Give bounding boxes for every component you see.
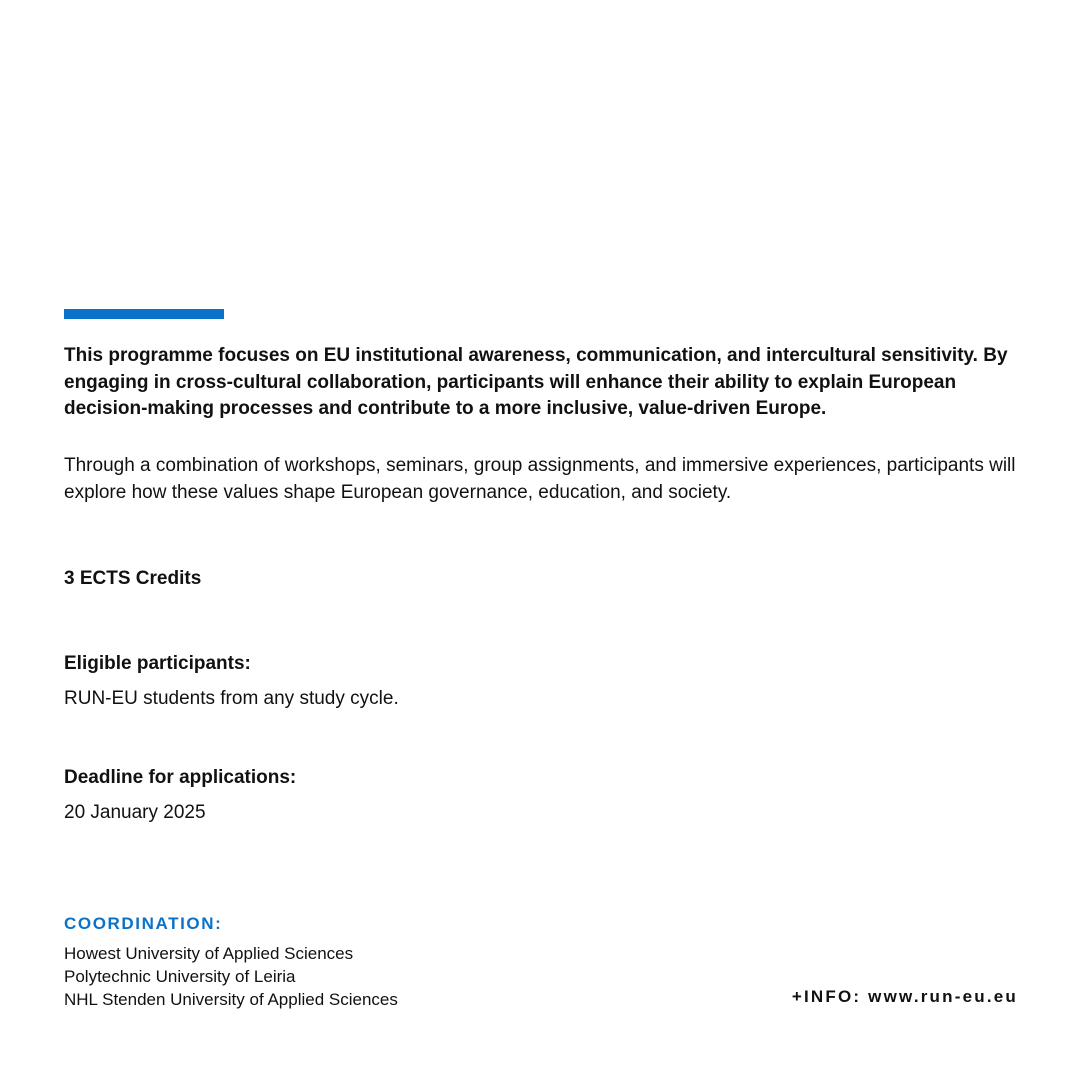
coordination-institution: Polytechnic University of Leiria	[64, 967, 296, 986]
eligibility-label: Eligible participants:	[64, 653, 251, 674]
coordination-list	[64, 942, 398, 1011]
intro-bold-paragraph: This programme focuses on EU institutional awareness, communication, and intercultural sensitivity. By engaging in cross-cultural collaboration, participants will enhance their ability to explain European decision-making processes and contribute to a more inclusive, value-driven Europe.	[64, 345, 1008, 419]
intro-body-paragraph: Through a combination of workshops, seminars, group assignments, and immersive experiences, participants will explore how these values shape European governance, education, and society.	[64, 455, 1016, 503]
info-website-link[interactable]: +INFO: www.run-eu.eu	[791, 987, 1018, 1006]
coordination-institution: Howest University of Applied Sciences	[64, 944, 354, 963]
coordination-heading: COORDINATION:	[64, 914, 223, 933]
deadline-label: Deadline for applications:	[64, 767, 297, 788]
eligibility-value: RUN-EU students from any study cycle.	[64, 688, 399, 709]
accent-bar	[64, 309, 224, 319]
coordination-institution: NHL Stenden University of Applied Sciences	[64, 990, 398, 1009]
deadline-value: 20 January 2025	[64, 802, 206, 823]
ects-credits: 3 ECTS Credits	[64, 568, 202, 589]
